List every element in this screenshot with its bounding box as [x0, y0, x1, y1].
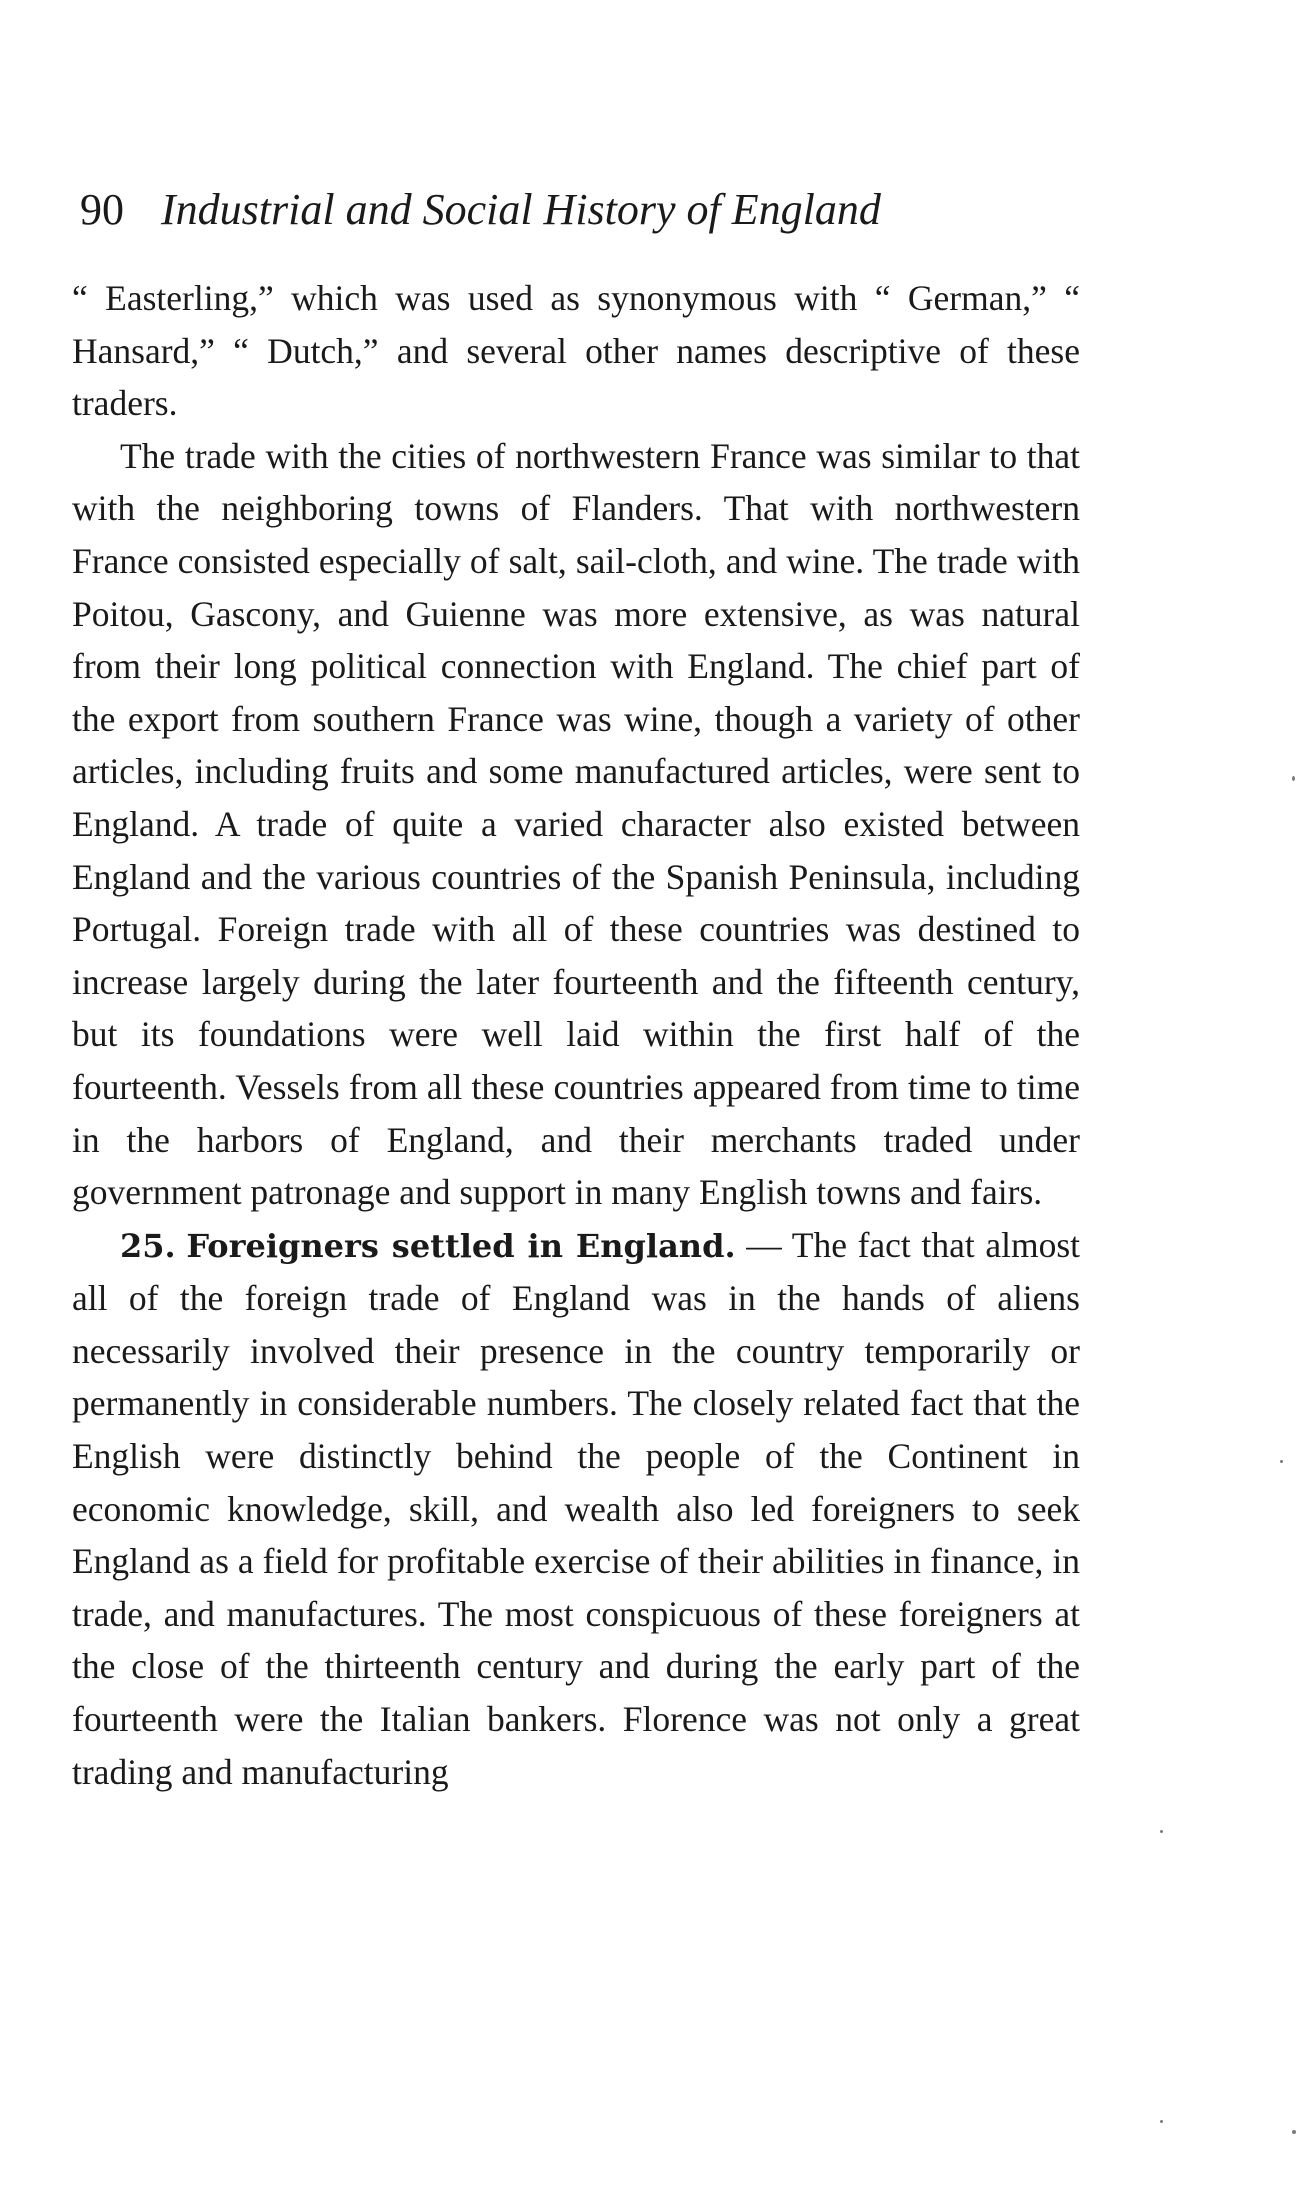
section-number: 25.: [120, 1226, 176, 1265]
paragraph-trade-france: The trade with the cities of northwestern France was similar to that with the neighboring towns of Flanders. That with northwestern France consisted especially of salt, sail-cloth, and wine. The trade with Poitou, Gascony, and Guienne was more extensive, as was natural from their long political connection with England. The chief part of the export from southern France was wine, though a variety of other articles, including fruits and some manufactured articles, were sent to England. A trade of quite a varied character also existed between England and the various countries of the Spanish Peninsula, including Portugal. Foreign trade with all of these countries was destined to increase largely during the later fourteenth and the fifteenth century, but its foundations were well laid within the first half of the fourteenth. Vessels from all these countries appeared from time to time in the harbors of England, and their merchants traded under government patronage and support in many English towns and fairs.: [72, 435, 1080, 1213]
scan-speck: [1292, 2130, 1296, 2134]
scan-speck: [1280, 1460, 1283, 1463]
running-head: [80, 180, 1020, 240]
scan-speck: [1160, 1830, 1163, 1833]
body-text: [72, 272, 1080, 1798]
page-number: 90: [80, 185, 124, 234]
paragraph-continuation: “ Easterling,” which was used as synonymous with “ German,” “ Hansard,” “ Dutch,” and several other names descriptive of these traders.: [72, 278, 1080, 424]
section-body-text: — The fact that almost all of the foreign trade of England was in the hands of aliens necessarily involved their presence in the country temporarily or permanently in considerable numbers. The closely related fact that the English were distinctly behind the people of the Continent in economic knowledge, skill, and wealth also led foreigners to seek England as a field for profitable exercise of their abilities in finance, in trade, and manufactures. The most conspicuous of these foreigners at the close of the thirteenth century and during the early part of the fourteenth were the Italian bankers. Florence was not only a great trading and manufacturing: [72, 1224, 1080, 1792]
scan-speck: [1292, 776, 1295, 781]
section-heading: Foreigners settled in England.: [186, 1226, 736, 1265]
scan-speck: [1160, 2120, 1163, 2123]
paragraph-foreigners-settled: [72, 1219, 1080, 1799]
running-title: Industrial and Social History of England: [161, 185, 881, 234]
